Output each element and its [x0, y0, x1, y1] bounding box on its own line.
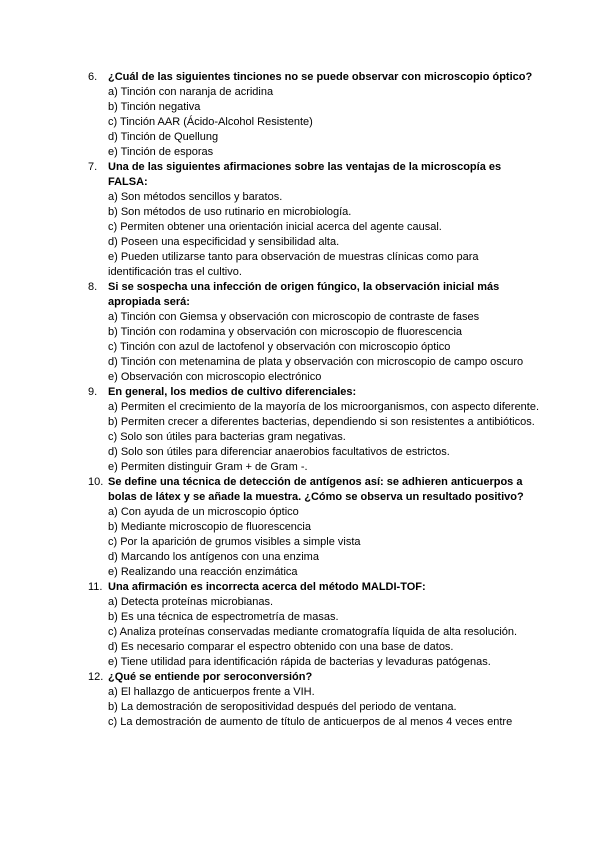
question-text: Se define una técnica de detección de antígenos así: se adhieren anticuerpos a bolas de látex y se añade la muestra. ¿Cómo se observa un resultado positivo?	[108, 476, 524, 503]
option-a: a) Tinción con Giemsa y observación con microscopio de contraste de fases	[108, 311, 480, 323]
option-e: e) Pueden utilizarse tanto para observación de muestras clínicas como para identificación tras el cultivo.	[108, 251, 479, 278]
option-e: e) Observación con microscopio electrónico	[108, 371, 322, 383]
question-number: 7.	[88, 161, 98, 173]
question-10	[88, 475, 540, 580]
question-text: ¿Cuál de las siguientes tinciones no se puede observar con microscopio óptico?	[108, 71, 533, 83]
option-b: b) Tinción negativa	[108, 101, 201, 113]
option-a: a) Detecta proteínas microbianas.	[108, 596, 274, 608]
option-b: b) Mediante microscopio de fluorescencia	[108, 521, 311, 533]
option-c: c) La demostración de aumento de título de anticuerpos de al menos 4 veces entre	[108, 716, 513, 728]
option-c: c) Solo son útiles para bacterias gram negativas.	[108, 431, 346, 443]
option-a: a) Tinción con naranja de acridina	[108, 86, 274, 98]
question-text: ¿Qué se entiende por seroconversión?	[108, 671, 313, 683]
option-list	[108, 310, 540, 385]
question-number: 11.	[88, 581, 103, 593]
option-e: e) Permiten distinguir Gram + de Gram -.	[108, 461, 308, 473]
option-d: d) Es necesario comparar el espectro obtenido con una base de datos.	[108, 641, 454, 653]
option-a: a) Con ayuda de un microscopio óptico	[108, 506, 299, 518]
option-e: e) Tiene utilidad para identificación rápida de bacterias y levaduras patógenas.	[108, 656, 491, 668]
option-list	[108, 505, 540, 580]
option-c: c) Por la aparición de grumos visibles a simple vista	[108, 536, 361, 548]
option-list	[108, 400, 540, 475]
option-c: c) Permiten obtener una orientación inicial acerca del agente causal.	[108, 221, 442, 233]
question-9	[88, 385, 540, 475]
question-7	[88, 160, 540, 280]
option-b: b) La demostración de seropositividad después del periodo de ventana.	[108, 701, 457, 713]
question-11	[88, 580, 540, 670]
question-number: 8.	[88, 281, 98, 293]
option-list	[108, 595, 540, 670]
question-6	[88, 70, 540, 160]
option-c: c) Tinción con azul de lactofenol y observación con microscopio óptico	[108, 341, 451, 353]
option-a: a) Permiten el crecimiento de la mayoría de los microorganismos, con aspecto diferente.	[108, 401, 540, 413]
option-d: d) Poseen una especificidad y sensibilidad alta.	[108, 236, 340, 248]
question-text: En general, los medios de cultivo diferenciales:	[108, 386, 357, 398]
option-c: c) Analiza proteínas conservadas mediante cromatografía líquida de alta resolución.	[108, 626, 518, 638]
option-a: a) El hallazgo de anticuerpos frente a VIH.	[108, 686, 315, 698]
option-b: b) Son métodos de uso rutinario en microbiología.	[108, 206, 352, 218]
question-8	[88, 280, 540, 385]
option-d: d) Solo son útiles para diferenciar anaerobios facultativos de estrictos.	[108, 446, 450, 458]
option-e: e) Realizando una reacción enzimática	[108, 566, 298, 578]
question-text: Si se sospecha una infección de origen fúngico, la observación inicial más apropiada será:	[108, 281, 500, 308]
option-list	[108, 85, 540, 160]
option-list	[108, 685, 540, 730]
option-d: d) Tinción con metenamina de plata y observación con microscopio de campo oscuro	[108, 356, 524, 368]
option-b: b) Tinción con rodamina y observación con microscopio de fluorescencia	[108, 326, 463, 338]
question-number: 12.	[88, 671, 104, 683]
option-e: e) Tinción de esporas	[108, 146, 214, 158]
question-number: 10.	[88, 476, 104, 488]
question-12	[88, 670, 540, 730]
question-number: 6.	[88, 71, 98, 83]
option-b: b) Permiten crecer a diferentes bacterias, dependiendo si son resistentes a antibióticos.	[108, 416, 535, 428]
question-text: Una de las siguientes afirmaciones sobre las ventajas de la microscopía es FALSA:	[108, 161, 502, 188]
option-d: d) Marcando los antígenos con una enzima	[108, 551, 319, 563]
option-b: b) Es una técnica de espectrometría de masas.	[108, 611, 339, 623]
question-number: 9.	[88, 386, 98, 398]
question-list	[88, 70, 540, 730]
question-text: Una afirmación es incorrecta acerca del método MALDI-TOF:	[108, 581, 426, 593]
option-d: d) Tinción de Quellung	[108, 131, 219, 143]
option-a: a) Son métodos sencillos y baratos.	[108, 191, 283, 203]
option-list	[108, 190, 540, 280]
option-c: c) Tinción AAR (Ácido-Alcohol Resistente)	[108, 116, 313, 128]
